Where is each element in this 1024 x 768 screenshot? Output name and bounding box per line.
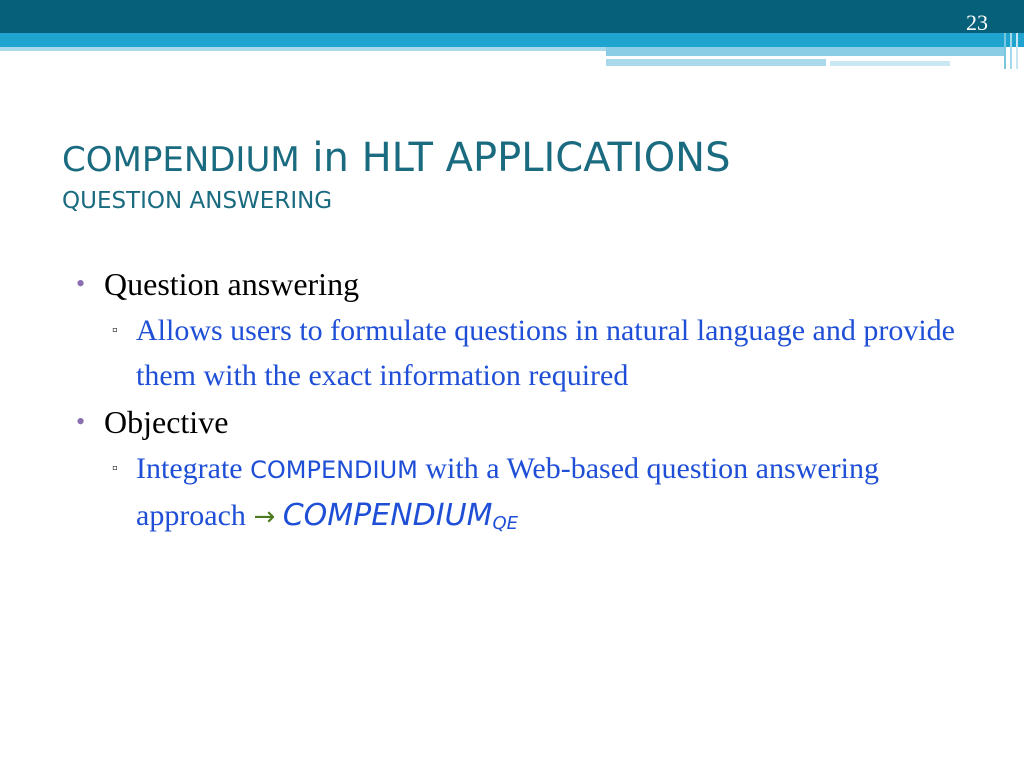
slide-content: [76, 262, 976, 546]
sub-bullet-prefix: Integrate: [136, 452, 251, 485]
square-bullet-icon: ▫: [112, 322, 118, 339]
header-divider: [1004, 33, 1006, 69]
header-strip: [606, 47, 1006, 56]
bullet-dot-icon: •: [76, 269, 86, 298]
header-divider: [1016, 33, 1018, 69]
compendium-qe-sub: QE: [492, 513, 519, 534]
bullet-label: Objective: [104, 404, 229, 440]
slide-title: [62, 135, 731, 214]
header-divider: [1010, 33, 1012, 69]
arrow-right-icon: →: [253, 502, 276, 532]
sub-bullet-item: [76, 446, 976, 546]
header-band-light: [0, 47, 606, 51]
title-rest: in HLT APPLICATIONS: [299, 135, 731, 181]
bullet-dot-icon: •: [76, 407, 86, 436]
sub-bullet-text: Allows users to formulate questions in natural language and provide them with the exact information required: [136, 314, 955, 392]
compendium-qe-main: COMPENDIUM: [282, 498, 493, 533]
slide-subtitle: QUESTION ANSWERING: [62, 188, 333, 214]
sub-bullet-item: [76, 308, 976, 398]
header-strip: [606, 59, 826, 66]
header-band-mid: [0, 33, 1024, 47]
title-main: [62, 135, 731, 181]
square-bullet-icon: ▫: [112, 460, 118, 477]
header-strip: [830, 61, 950, 66]
bullet-label: Question answering: [104, 266, 360, 302]
title-compendium: COMPENDIUM: [62, 140, 300, 180]
header-band-dark: [0, 0, 1024, 33]
sub-bullet-compendium: COMPENDIUM: [250, 456, 418, 484]
compendium-qe: [283, 498, 518, 533]
bullet-item: [76, 400, 976, 444]
slide-number: 23: [966, 10, 988, 35]
sub-bullet-middle: with a Web-based question answering approach: [136, 452, 879, 532]
bullet-item: [76, 262, 976, 306]
